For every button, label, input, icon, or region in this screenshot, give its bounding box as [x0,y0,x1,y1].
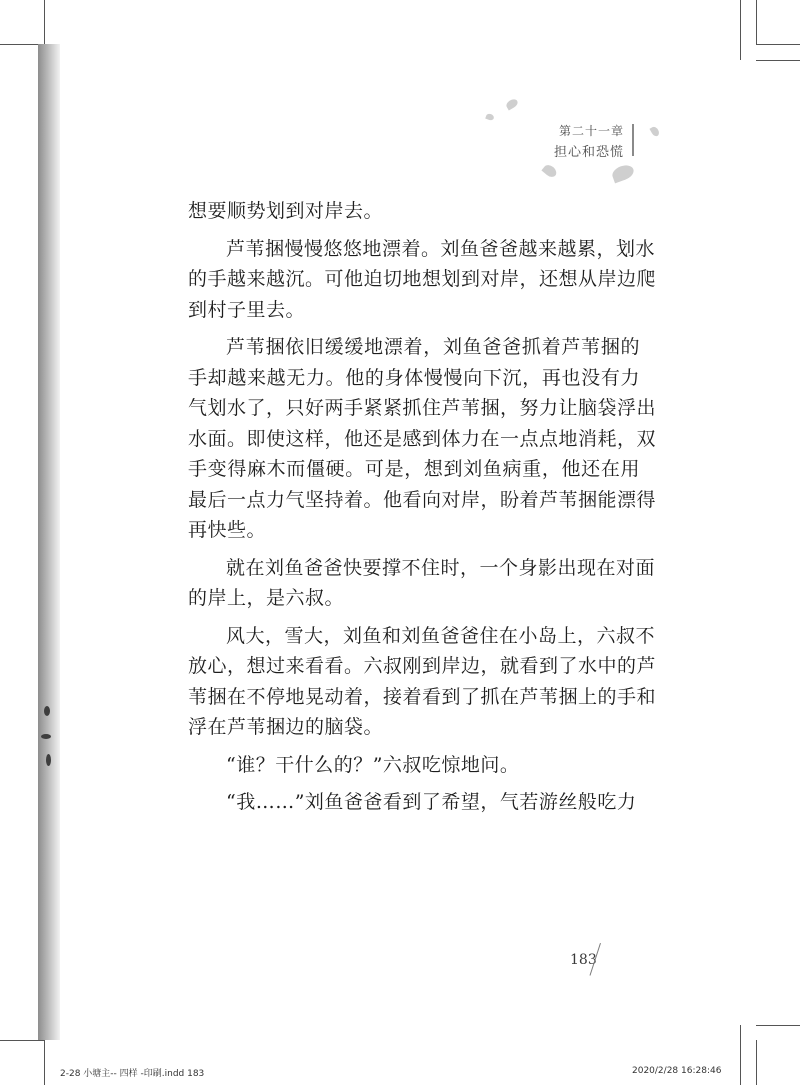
crop-mark-top-left-v [44,0,45,44]
text-line: 放心，想过来看看。六叔刚到岸边，就看到了水中的芦 [188,655,657,677]
paragraph [188,750,640,781]
text-line: 风大，雪大，刘鱼和刘鱼爸爸住在小岛上，六叔不 [226,624,656,647]
crop-mark-bottom-right-v [756,1040,757,1085]
paragraph [188,332,657,546]
paragraph [188,553,656,614]
text-line: 的岸上，是六叔。 [188,587,345,609]
text-line: 再快些。 [188,519,267,541]
petal-decoration [649,125,660,137]
crop-mark-top-right-h [756,44,800,45]
crop-mark-bottom-left-h [0,1040,44,1041]
petal-decoration [541,163,558,180]
text-line: 就在刘鱼爸爸快要撑不住时，一个身影出现在对面 [226,556,656,579]
text-line: “我……”刘鱼爸爸看到了希望，气若游丝般吃力 [226,791,637,813]
text-line: 想要顺势划到对岸去。 [188,200,384,222]
paragraph [188,196,640,227]
paragraph-gap [188,780,640,787]
print-file-info: 2-28 小塘主-- 四样 -印刷.indd 183 [60,1069,205,1079]
paragraph-gap [188,325,640,332]
crop-mark-bottom-right-v2 [740,1025,741,1085]
paragraph-gap [188,743,640,750]
chapter-number: 第二十一章 [558,124,624,138]
text-line: 浮在芦苇捆边的脑袋。 [188,716,384,738]
ink-mark [41,734,51,739]
crop-mark-top-right-v [756,0,757,44]
text-line: 芦苇捆慢慢悠悠地漂着。刘鱼爸爸越来越累，划水 [226,237,656,260]
crop-mark-top-right-h2 [756,60,800,61]
text-line: 苇捆在不停地晃动着，接着看到了抓在芦苇捆上的手和 [188,685,657,708]
ink-mark [46,754,51,766]
paragraph-gap [188,227,640,234]
paragraph [188,621,657,743]
print-timestamp: 2020/2/28 16:28:46 [632,1066,722,1076]
chapter-title: 担心和恐慌 [553,145,624,160]
page-number: 183 [570,952,597,968]
text-line: “谁？干什么的？”六叔吃惊地问。 [226,753,520,776]
text-line: 最后一点力气坚持着。他看向对岸，盼着芦苇捆能漂得 [188,488,657,511]
crop-mark-top-right-v2 [740,0,741,60]
chapter-header-bar [632,124,634,156]
text-line: 手却越来越无力。他的身体慢慢向下沉，再也没有力 [188,366,640,389]
paragraph [188,234,657,326]
text-line: 手变得麻木而僵硬。可是，想到刘鱼病重，他还在用 [188,458,640,480]
petal-decoration [610,163,635,184]
paragraph-gap [188,546,640,553]
ink-mark [44,706,50,716]
petal-decoration [505,98,519,111]
text-line: 气划水了，只好两手紧紧抓住芦苇捆，努力让脑袋浮出 [188,397,657,419]
text-line: 水面。即使这样，他还是感到体力在一点点地消耗，双 [188,427,657,450]
decorative-side-strip [38,44,60,1040]
text-line: 的手越来越沉。可他迫切地想划到对岸，还想从岸边爬 [188,268,657,290]
body-text [188,196,657,818]
crop-mark-bottom-left-v [44,1040,45,1085]
text-line: 芦苇捆依旧缓缓地漂着，刘鱼爸爸抓着芦苇捆的 [226,336,640,358]
paragraph [188,787,640,818]
text-line: 到村子里去。 [188,298,306,321]
crop-mark-bottom-right-h [756,1025,800,1026]
paragraph-gap [188,614,640,621]
petal-decoration [485,113,495,121]
